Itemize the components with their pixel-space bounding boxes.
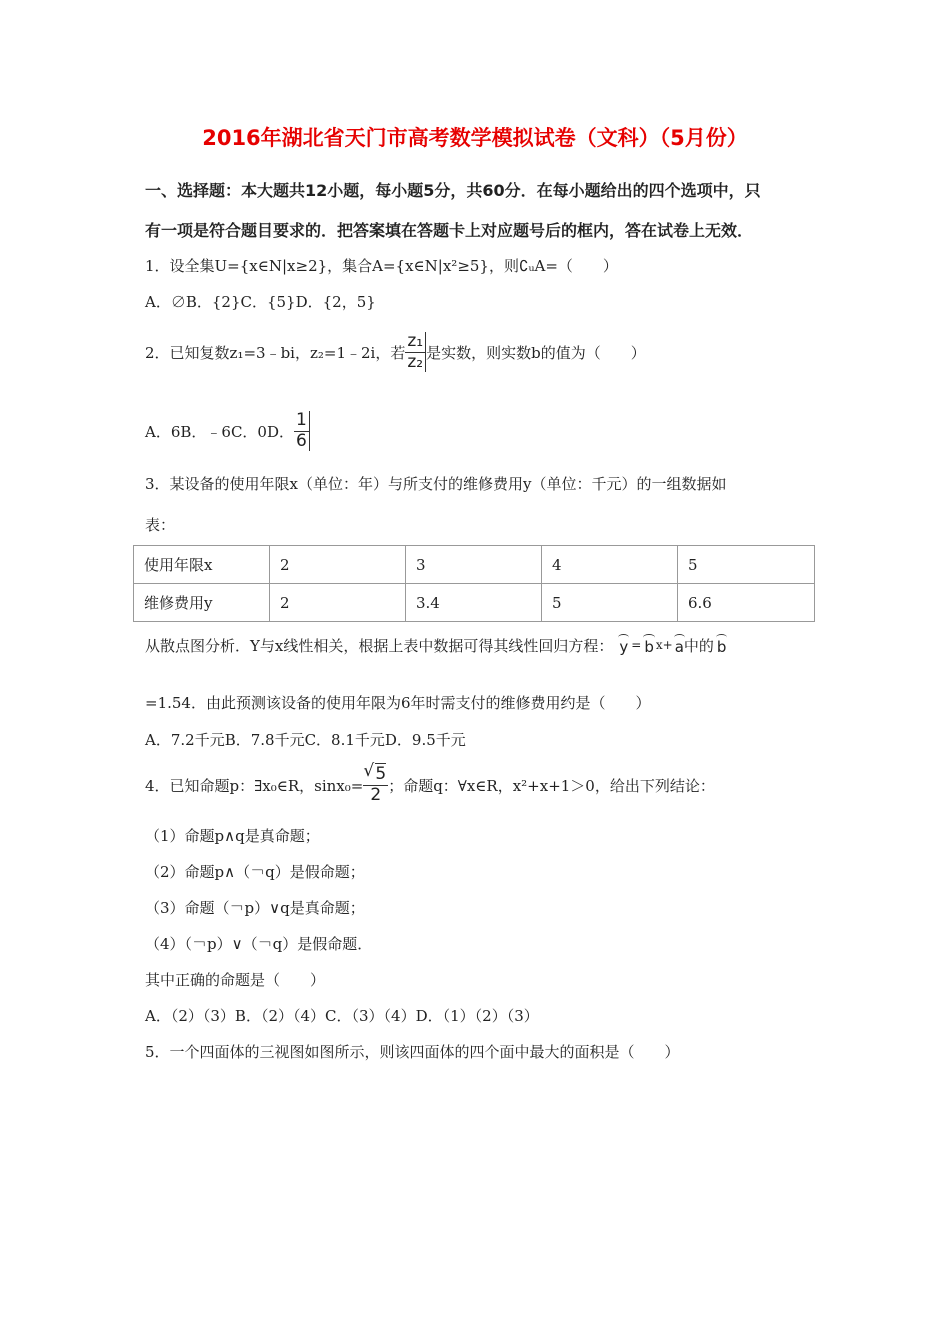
q5-stem: 5．一个四面体的三视图如图所示，则该四面体的四个面中最大的面积是（ ）: [145, 1043, 680, 1061]
q4-stem-before: 4．已知命题p：∃x₀∈R，sinx₀=: [145, 776, 364, 795]
q3-analysis: [145, 630, 726, 660]
section-instructions-line1: 一、选择题：本大题共12小题，每小题5分，共60分．在每小题给出的四个选项中，只: [145, 181, 761, 200]
q3-data-table: [133, 545, 815, 622]
table-cell: 5: [678, 546, 815, 584]
q2-stem-before: 2．已知复数z₁=3﹣bi，z₂=1﹣2i，若: [145, 343, 406, 362]
table-row: [134, 546, 815, 584]
q4-item-3: （3）命题（￢p）∨q是真命题；: [145, 899, 365, 917]
hat-b2-symbol: b: [717, 634, 727, 656]
q2-options-text: A．6B．﹣6C．0D．: [145, 422, 294, 441]
q2-frac-den: z₂: [407, 351, 424, 372]
table-cell: 5: [542, 584, 678, 622]
table-cell: 2: [270, 546, 406, 584]
page-title: 2016年湖北省天门市高考数学模拟试卷（文科）（5月份）: [202, 126, 748, 150]
q4-item-2: （2）命题p∧（￢q）是假命题；: [145, 863, 365, 881]
q4-ask: 其中正确的命题是（ ）: [145, 971, 326, 989]
hat-y-symbol: y: [619, 634, 628, 656]
table-row: [134, 584, 815, 622]
q4-options: A．（2）（3）B．（2）（4）C．（3）（4）D．（1）（2）（3）: [145, 1007, 539, 1025]
q4-stem-after: ；命题q：∀x∈R，x²+x+1＞0，给出下列结论：: [388, 776, 715, 795]
plus-x: x+: [655, 638, 673, 652]
hat-b-symbol: b: [644, 634, 654, 656]
q2-frac-num: z₁: [407, 330, 424, 351]
section-instructions-line2: 有一项是符合题目要求的．把答案填在答题卡上对应题号后的框内，答在试卷上无效．: [145, 221, 754, 240]
table-cell: 2: [270, 584, 406, 622]
q4-stem: [145, 760, 715, 810]
q2-option-fraction: [294, 411, 310, 451]
table-cell: 3: [406, 546, 542, 584]
table-cell: 使用年限x: [134, 546, 270, 584]
table-cell: 6.6: [678, 584, 815, 622]
q3-options: A．7.2千元B．7.8千元C．8.1千元D．9.5千元: [145, 731, 466, 749]
q3-stem-line3: =1.54．由此预测该设备的使用年限为6年时需支付的维修费用约是（ ）: [145, 694, 651, 712]
q1-stem: 1．设全集U={x∈N|x≥2}，集合A={x∈N|x²≥5}，则∁ᵤA=（ ）: [145, 257, 618, 275]
table-cell: 3.4: [406, 584, 542, 622]
q2-opt-frac-den: 6: [296, 430, 307, 451]
q2-stem-after: 是实数，则实数b的值为（ ）: [426, 343, 646, 362]
q4-sqrt-radicand: 5: [375, 763, 387, 784]
q2-opt-frac-num: 1: [296, 409, 307, 430]
q3-analysis-text: 从散点图分析．Y与x线性相关，根据上表中数据可得其线性回归方程：: [145, 636, 614, 655]
q3-stem-line1: 3．某设备的使用年限x（单位：年）与所支付的维修费用y（单位：千元）的一组数据如: [145, 475, 727, 493]
table-cell: 4: [542, 546, 678, 584]
middle-text: 中的: [683, 636, 714, 655]
q2-stem: [145, 324, 646, 380]
q2-options: [145, 408, 310, 454]
table-cell: 维修费用y: [134, 584, 270, 622]
hat-a-symbol: a: [675, 634, 684, 656]
q4-fraction: [363, 765, 388, 805]
q4-frac-den: 2: [370, 784, 382, 805]
equals-sign: =: [631, 638, 642, 652]
q2-fraction: [405, 332, 426, 372]
q4-item-1: （1）命题p∧q是真命题；: [145, 827, 320, 845]
q4-item-4: （4）（￢p）∨（￢q）是假命题．: [145, 935, 373, 953]
q1-options: A．∅B．{2}C．{5}D．{2，5}: [145, 293, 376, 311]
q3-stem-line2: 表：: [145, 516, 176, 534]
